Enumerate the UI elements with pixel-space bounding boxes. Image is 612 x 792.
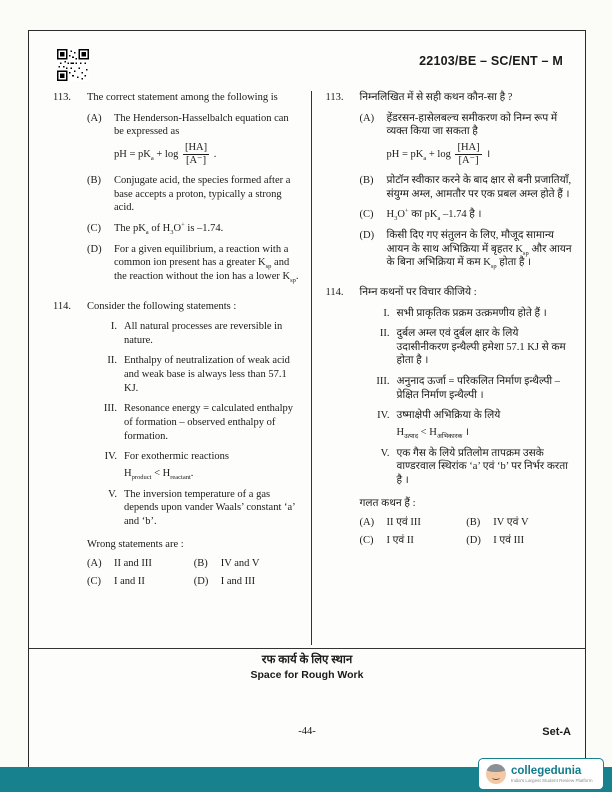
statement-text: उष्माक्षेपी अभिक्रिया के लिये bbox=[396, 410, 501, 422]
answer-a: (A) II and III bbox=[87, 558, 152, 570]
option-label: (D) bbox=[87, 243, 102, 255]
option-text: Conjugate acid, the species formed after a base accepts a proton, typically a strong acid. bbox=[114, 175, 291, 214]
statement-label: I. bbox=[383, 307, 390, 319]
option-text: For a given equilibrium, a reaction with a common ion present has a greater $K_{sp}$ and the reaction without the ion has a lower $K_{sp}$. bbox=[114, 243, 299, 284]
answer-a: (A) II एवं III bbox=[359, 517, 421, 529]
option-text: $H_3O^+$ का $pK_a$ –1.74 है । bbox=[386, 207, 482, 223]
option-label: (A) bbox=[359, 112, 375, 124]
rough-work-label-english: Space for Rough Work bbox=[250, 669, 364, 682]
collegedunia-logo bbox=[478, 758, 604, 790]
english-column bbox=[29, 91, 312, 645]
question-number: 113. bbox=[53, 92, 71, 103]
statement-label: IV. bbox=[377, 410, 390, 422]
statement-text: एक गैस के लिये प्रतिलोम तापक्रम उसके वाण्डरवाल स्थिरांक ‘a’ एवं ‘b’ पर निर्भर करता है । bbox=[396, 447, 568, 486]
footer-divider bbox=[29, 648, 585, 649]
option-a bbox=[87, 112, 301, 167]
statement-1 bbox=[368, 307, 574, 321]
closing-line: गलत कथन हैं : bbox=[359, 497, 416, 509]
statement-label: III. bbox=[103, 403, 117, 415]
statement-text: दुर्बल अम्ल एवं दुर्बल क्षार के लिये उदासीनीकरण इन्थैल्पी हमेशा 57.1 KJ से कम होता है । bbox=[396, 328, 566, 367]
statement-3 bbox=[368, 375, 574, 402]
question-114-en bbox=[53, 300, 301, 589]
statement-2 bbox=[368, 327, 574, 368]
question-stem: Consider the following statements : bbox=[87, 300, 237, 312]
option-text: किसी दिए गए संतुलन के लिए, मौजूद सामान्य आयन के साथ अभिक्रिया में बृहतर $K_{sp}$ और आयन के बिना अभिक्रिया में कम $K_{sp}$ होता है । bbox=[386, 229, 572, 271]
statement-3 bbox=[95, 402, 301, 443]
statement-label: II. bbox=[379, 328, 390, 340]
statement-label: V. bbox=[380, 447, 390, 459]
answer-c: (C) I and II bbox=[87, 575, 145, 587]
qr-code-icon bbox=[57, 49, 89, 81]
hindi-column bbox=[312, 91, 586, 645]
set-label: Set-A bbox=[542, 725, 571, 738]
statement-text: अनुनाद ऊर्जा = परिकलित निर्माण इन्थैल्पी – प्रेक्षित निर्माण इन्थैल्पी । bbox=[396, 376, 561, 401]
page-number: -44- bbox=[298, 726, 316, 738]
option-b bbox=[87, 174, 301, 215]
statement-text: Resonance energy = calculated enthalpy of formation – observed enthalpy of formation. bbox=[124, 403, 293, 442]
statement-label: IV. bbox=[104, 451, 117, 463]
statement-4 bbox=[368, 409, 574, 439]
option-label: (D) bbox=[359, 229, 375, 241]
option-b bbox=[360, 174, 574, 201]
statement-1 bbox=[95, 320, 301, 347]
option-a bbox=[360, 112, 574, 167]
rough-work-label-hindi: रफ कार्य के लिए स्थान bbox=[261, 654, 353, 667]
brand-tagline: India's Largest Student Review Platform bbox=[511, 777, 593, 783]
question-113-hi bbox=[326, 91, 574, 270]
statement-label: II. bbox=[107, 355, 117, 367]
option-d bbox=[87, 243, 301, 284]
page-border-frame bbox=[28, 30, 586, 768]
statement-label: V. bbox=[108, 488, 117, 500]
statement-text: For exothermic reactions bbox=[124, 451, 229, 463]
answer-options bbox=[360, 516, 574, 547]
option-text: प्रोटॉन स्वीकार करने के बाद क्षार से बनी प्रजातियाँ, संयुग्म अम्ल, आमतौर पर एक प्रबल अम्ल होते हैं । bbox=[386, 175, 572, 200]
enthalpy-inequality-formula: $H_{उत्पाद} < H_{अभिकारक}$ । bbox=[396, 427, 469, 441]
option-c bbox=[87, 222, 301, 236]
statement-2 bbox=[95, 354, 301, 395]
option-text: The $pK_a$ of $H_3O^+$ is –1.74. bbox=[114, 221, 224, 237]
question-number: 113. bbox=[325, 92, 344, 103]
collegedunia-mascot-icon bbox=[486, 764, 506, 784]
statement-list bbox=[368, 307, 574, 488]
question-stem: निम्न कथनों पर विचार कीजिये : bbox=[359, 286, 477, 298]
option-label: (B) bbox=[87, 175, 101, 187]
henderson-hasselbalch-formula: pH = $pK_a + \log$ $\frac{[HA]}{[A^-]}$ . bbox=[114, 141, 217, 166]
brand-name: collegedunia bbox=[511, 764, 582, 777]
question-number: 114. bbox=[53, 300, 71, 312]
statement-label: I. bbox=[110, 321, 117, 333]
option-c bbox=[360, 208, 574, 222]
enthalpy-inequality-formula: $H_{product} < H_{reactant}$. bbox=[124, 467, 194, 482]
statement-text: All natural processes are reversible in nature. bbox=[124, 321, 283, 346]
option-label: (B) bbox=[359, 175, 374, 187]
answer-b: (B) IV and V bbox=[193, 558, 260, 570]
option-label: (C) bbox=[87, 222, 101, 234]
henderson-hasselbalch-formula: pH = $pK_a + \log$ $\frac{[HA]}{[A^-]}$ । bbox=[386, 141, 491, 166]
answer-c: (C) I एवं II bbox=[359, 534, 414, 546]
answer-b: (B) IV एवं V bbox=[466, 517, 529, 529]
option-text: हेंडरसन-हासेलबल्च समीकरण को निम्न रूप में व्यक्त किया जा सकता है bbox=[386, 112, 558, 138]
option-text: The Henderson-Hasselbalch equation can be expressed as bbox=[114, 112, 289, 138]
answer-d: (D) I and III bbox=[193, 575, 256, 587]
question-stem: The correct statement among the following is bbox=[87, 92, 278, 103]
question-114-hi bbox=[326, 286, 574, 548]
statement-text: Enthalpy of neutralization of weak acid and weak base is always less than 57.1 KJ. bbox=[124, 355, 290, 394]
statement-list bbox=[95, 320, 301, 528]
question-number: 114. bbox=[325, 286, 344, 298]
option-d bbox=[360, 229, 574, 270]
question-columns bbox=[29, 91, 585, 645]
statement-5 bbox=[95, 488, 301, 529]
statement-4 bbox=[95, 450, 301, 480]
option-label: (C) bbox=[359, 209, 374, 221]
question-113-en bbox=[53, 91, 301, 284]
statement-text: सभी प्राकृतिक प्रक्रम उत्क्रमणीय होते हैं । bbox=[396, 307, 547, 319]
paper-code: 22103/BE – SC/ENT – M bbox=[419, 54, 563, 68]
answer-options bbox=[87, 557, 301, 588]
statement-text: The inversion temperature of a gas depends upon vander Waals’ constant ‘a’ and ‘b’. bbox=[124, 488, 295, 527]
answer-d: (D) I एवं III bbox=[466, 534, 525, 546]
closing-line: Wrong statements are : bbox=[87, 538, 184, 550]
statement-5 bbox=[368, 447, 574, 488]
question-stem: निम्नलिखित में से सही कथन कौन-सा है ? bbox=[359, 92, 513, 103]
statement-label: III. bbox=[376, 376, 390, 388]
option-label: (A) bbox=[87, 112, 102, 124]
